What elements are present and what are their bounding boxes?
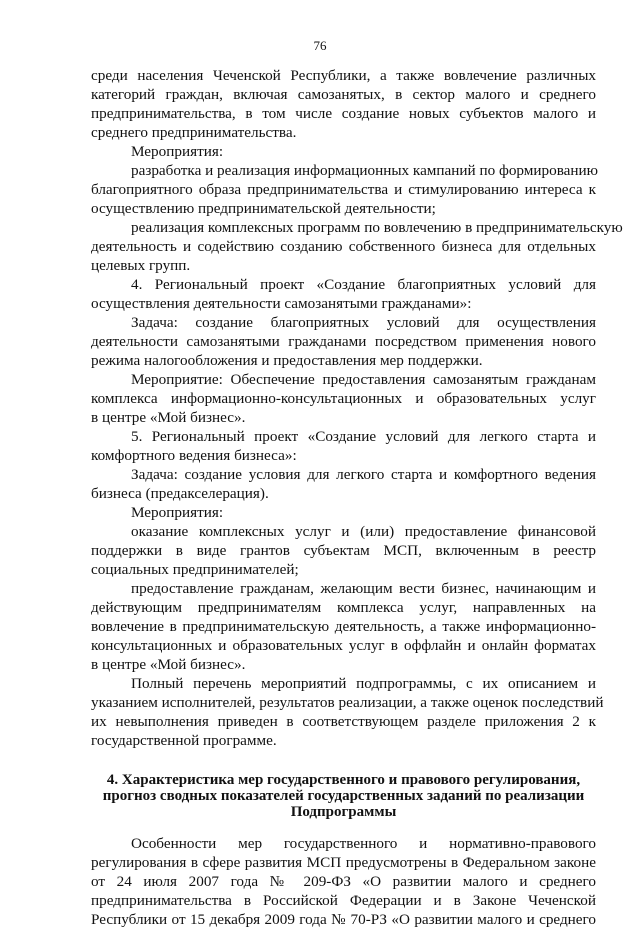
text-line: деятельности самозанятыми гражданами посредством применения нового (91, 333, 596, 350)
text-line: Республики от 15 декабря 2009 года № 70-РЗ «О развитии малого и среднего (91, 911, 596, 928)
text-line: 4. Региональный проект «Создание благоприятных условий для (131, 276, 596, 293)
text-line: режима налогообложения и предоставления мер поддержки. (91, 352, 483, 369)
text-line: государственной программе. (91, 732, 277, 749)
text-line: Мероприятия: (131, 504, 224, 521)
text-line: реализация комплексных программ по вовлечению в предпринимательскую (131, 219, 623, 236)
text-line: разработка и реализация информационных кампаний по формированию (131, 162, 599, 179)
text-line: комплекса информационно-консультационных и образовательных услуг (91, 390, 596, 407)
text-line: среднего предпринимательства. (91, 124, 297, 141)
text-line: поддержки в виде грантов субъектам МСП, включенным в реестр (91, 542, 596, 559)
text-line: среди населения Чеченской Республики, а также вовлечение различных (91, 67, 596, 84)
text-line: регулирования в сфере развития МСП предусмотрены в Федеральном законе (91, 854, 596, 871)
heading-line: прогноз сводных показателей государственных заданий по реализации (102, 788, 585, 804)
heading-line: Подпрограммы (290, 804, 397, 820)
text-line: осуществления деятельности самозанятыми гражданами»: (91, 295, 472, 312)
text-line: 5. Региональный проект «Создание условий для легкого старта и (131, 428, 596, 445)
text-line: вовлечение в предпринимательскую деятельность, а также информационно- (91, 618, 596, 635)
text-line: Задача: создание благоприятных условий для осуществления (131, 314, 596, 331)
text-line: их невыполнения приведен в соответствующем разделе приложения 2 к (91, 713, 596, 730)
text-line: комфортного ведения бизнеса»: (91, 447, 297, 464)
text-line: Полный перечень мероприятий подпрограммы, с их описанием и (131, 675, 596, 692)
heading-line: 4. Характеристика мер государственного и правового регулирования, (106, 772, 581, 788)
body-text (91, 66, 623, 929)
text-line: оказание комплексных услуг и (или) предоставление финансовой (131, 523, 596, 540)
text-line: действующим предпринимателям комплекса услуг, направленных на (91, 599, 596, 616)
text-line: Мероприятия: (131, 143, 224, 160)
text-line: благоприятного образа предпринимательства и стимулированию интереса к (91, 181, 596, 198)
paragraphs-block-2 (91, 834, 596, 929)
text-line: Особенности мер государственного и нормативно-правового (131, 835, 596, 852)
text-line: в центре «Мой бизнес». (91, 409, 246, 426)
text-line: предпринимательства, в том числе создание новых субъектов малого и (91, 105, 596, 122)
section-heading (91, 772, 596, 820)
text-line: предпринимательства в Российской Федерации и в Законе Чеченской (91, 892, 596, 909)
text-line: Мероприятие: Обеспечение предоставления самозанятым гражданам (131, 371, 596, 388)
text-line: деятельность и содействию созданию собственного бизнеса для отдельных (91, 238, 596, 255)
text-line: целевых групп. (91, 257, 191, 274)
text-line: Задача: создание условия для легкого старта и комфортного ведения (131, 466, 596, 483)
text-line: от 24 июля 2007 года № 209-ФЗ «О развитии малого и среднего (91, 873, 596, 890)
text-line: предоставление гражданам, желающим вести бизнес, начинающим и (131, 580, 596, 597)
text-line: осуществлению предпринимательской деятельности; (91, 200, 436, 217)
text-line: консультационных и образовательных услуг в оффлайн и онлайн форматах (91, 637, 596, 654)
text-line: указанием исполнителей, результатов реализации, а также оценок последствий (91, 694, 604, 711)
text-line: бизнеса (предакселерация). (91, 485, 269, 502)
text-line: в центре «Мой бизнес». (91, 656, 246, 673)
text-line: социальных предпринимателей; (91, 561, 299, 578)
paragraphs-block-1 (91, 66, 623, 750)
page-number: 76 (313, 38, 327, 53)
text-line: категорий граждан, включая самозанятых, в сектор малого и среднего (91, 86, 596, 103)
